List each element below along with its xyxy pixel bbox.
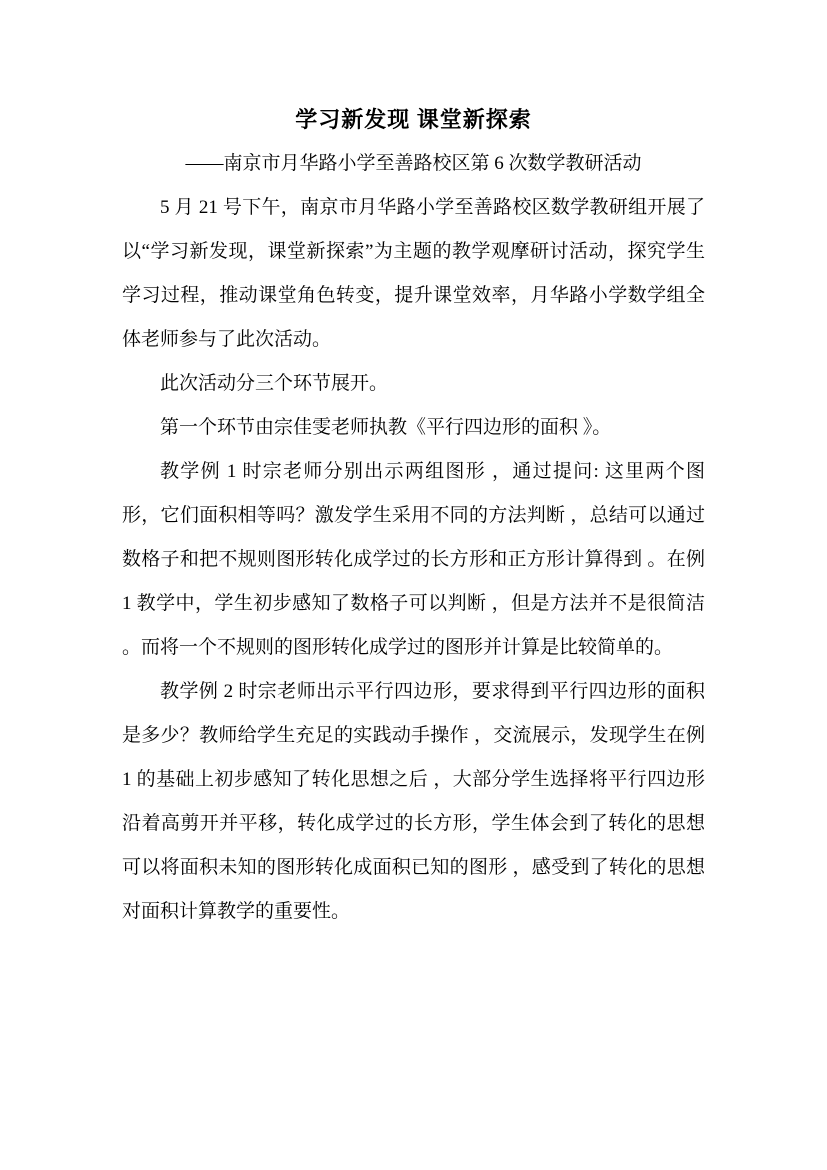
paragraph-example-1: 教学例 1 时宗老师分别出示两组图形 ，通过提问: 这里两个图形，它们面积相等吗？激发学生采用不同的方法判断 ，总结可以通过数格子和把不规则图形转化成学过的长方形和正方形计算得到 。在例 1 教学中，学生初步感知了数格子可以判断 ，但是方法并不是很简洁 。而将一个不规则的图形转化成学过的图形并计算是比较简单的。 xyxy=(122,461,705,658)
document-subtitle: ——南京市月华路小学至善路校区第 6 次数学教研活动 xyxy=(185,153,642,174)
paragraph-example-2: 教学例 2 时宗老师出示平行四边形，要求得到平行四边形的面积是多少？教师给学生充足的实践动手操作 ，交流展示，发现学生在例 1 的基础上初步感知了转化思想之后 ，大部分学生选择将平行四边形沿着高剪开并平移，转化成学过的长方形，学生体会到了转化的思想可以将面积未知的图形转化成面积已知的图形 ，感受到了转化的思想对面积计算教学的重要性。 xyxy=(122,681,705,922)
document-title: 学习新发现 课堂新探索 xyxy=(295,107,532,132)
paragraph-session-1: 第一个环节由宗佳雯老师执教《平行四边形的面积 》。 xyxy=(160,417,612,438)
paragraph-intro: 5 月 21 号下午，南京市月华路小学至善路校区数学教研组开展了以“学习新发现，课堂新探索”为主题的教学观摩研讨活动，探究学生学习过程，推动课堂角色转变，提升课堂效率，月华路小学数学组全体老师参与了此次活动。 xyxy=(122,197,705,350)
paragraph-overview: 此次活动分三个环节展开。 xyxy=(160,373,389,394)
